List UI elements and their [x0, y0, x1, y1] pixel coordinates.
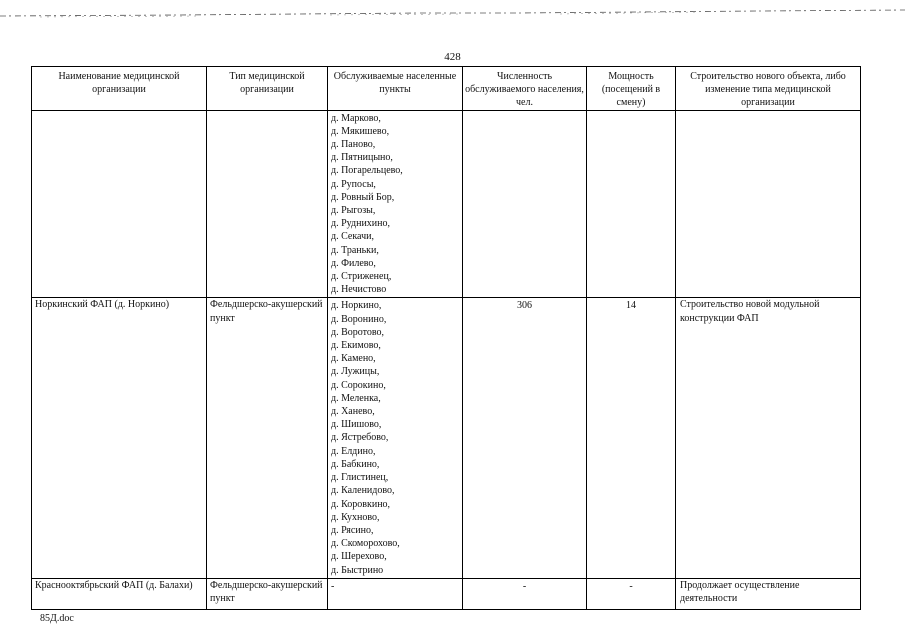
header-population: Численность обслуживаемого населения, чел. [463, 67, 587, 111]
settlement-item: д. Стриженец, [331, 271, 392, 283]
document-filename: 85Д.doc [40, 613, 74, 624]
organization-name-cell: Норкинский ФАП (д. Норкино) [32, 298, 207, 578]
settlement-item: д. Елдино, [331, 445, 376, 457]
settlements-cell [328, 110, 463, 298]
settlement-item: д. Секачи, [331, 231, 374, 243]
organization-type-cell: Фельдшерско-акушерский пункт [207, 298, 328, 578]
settlement-item: д. Екимово, [331, 340, 381, 352]
header-capacity: Мощность (посещений в смену) [587, 67, 676, 111]
medical-organizations-table [31, 66, 861, 610]
capacity-cell [587, 110, 676, 298]
population-cell: 306 [463, 298, 587, 578]
settlement-item: д. Кухново, [331, 511, 380, 523]
settlement-item: д. Норкино, [331, 300, 382, 312]
construction-cell: Продолжает осуществление деятельности [676, 578, 861, 609]
construction-cell: Строительство новой модульной конструкции ФАП [676, 298, 861, 578]
scan-edge-artifact [0, 6, 905, 20]
header-construction: Строительство нового объекта, либо изменение типа медицинской организации [676, 67, 861, 111]
settlement-item: д. Воротово, [331, 326, 385, 338]
settlement-item: д. Лужицы, [331, 366, 380, 378]
settlements-cell [328, 578, 463, 609]
organization-name-cell [32, 110, 207, 298]
settlement-item: д. Шерехово, [331, 551, 387, 563]
settlements-list [329, 299, 461, 576]
population-cell: - [463, 578, 587, 609]
settlement-item: д. Погарельцево, [331, 165, 403, 177]
population-cell [463, 110, 587, 298]
settlement-item: - [331, 580, 335, 592]
settlement-item: д. Траньки, [331, 244, 379, 256]
capacity-cell: 14 [587, 298, 676, 578]
organization-name-cell: Краснооктябрьский ФАП (д. Балахи) [32, 578, 207, 609]
settlement-item: д. Меленка, [331, 392, 381, 404]
settlement-item: д. Бабкино, [331, 458, 380, 470]
settlement-item: д. Пятницыно, [331, 152, 393, 164]
settlements-list [329, 580, 461, 593]
settlement-item: д. Филево, [331, 257, 376, 269]
header-organization-name: Наименование медицинской организации [32, 67, 207, 111]
construction-cell [676, 110, 861, 298]
settlement-item: д. Рупосы, [331, 178, 376, 190]
table-row [32, 578, 861, 609]
settlement-item: д. Ровный Бор, [331, 191, 395, 203]
settlement-item: д. Ханево, [331, 406, 375, 418]
settlement-item: д. Скоморохово, [331, 538, 400, 550]
settlement-item: д. Марково, [331, 112, 381, 124]
header-organization-type: Тип медицинской организации [207, 67, 328, 111]
settlement-item: д. Рыгозы, [331, 205, 376, 217]
settlement-item: д. Рясино, [331, 524, 374, 536]
settlement-item: д. Сорокино, [331, 379, 386, 391]
capacity-cell: - [587, 578, 676, 609]
settlements-list [329, 112, 461, 297]
header-settlements: Обслуживаемые населенные пункты [328, 67, 463, 111]
settlements-cell [328, 298, 463, 578]
settlement-item: д. Воронино, [331, 313, 387, 325]
page-number: 428 [444, 51, 461, 63]
settlement-item: д. Каленидово, [331, 485, 395, 497]
settlement-item: д. Мякишево, [331, 125, 390, 137]
settlement-item: д. Коровкино, [331, 498, 391, 510]
table-header-row [32, 67, 861, 111]
settlement-item: д. Глистинец, [331, 472, 389, 484]
settlement-item: д. Шишово, [331, 419, 382, 431]
settlement-item: д. Быстрино [331, 564, 384, 576]
table-row [32, 110, 861, 298]
settlement-item: д. Ястребово, [331, 432, 389, 444]
organization-type-cell [207, 110, 328, 298]
settlement-item: д. Руднихино, [331, 218, 391, 230]
table-row [32, 298, 861, 578]
settlement-item: д. Паново, [331, 139, 376, 151]
settlement-item: д. Нечистово [331, 284, 387, 296]
organization-type-cell: Фельдшерско-акушерский пункт [207, 578, 328, 609]
settlement-item: д. Камено, [331, 353, 376, 365]
